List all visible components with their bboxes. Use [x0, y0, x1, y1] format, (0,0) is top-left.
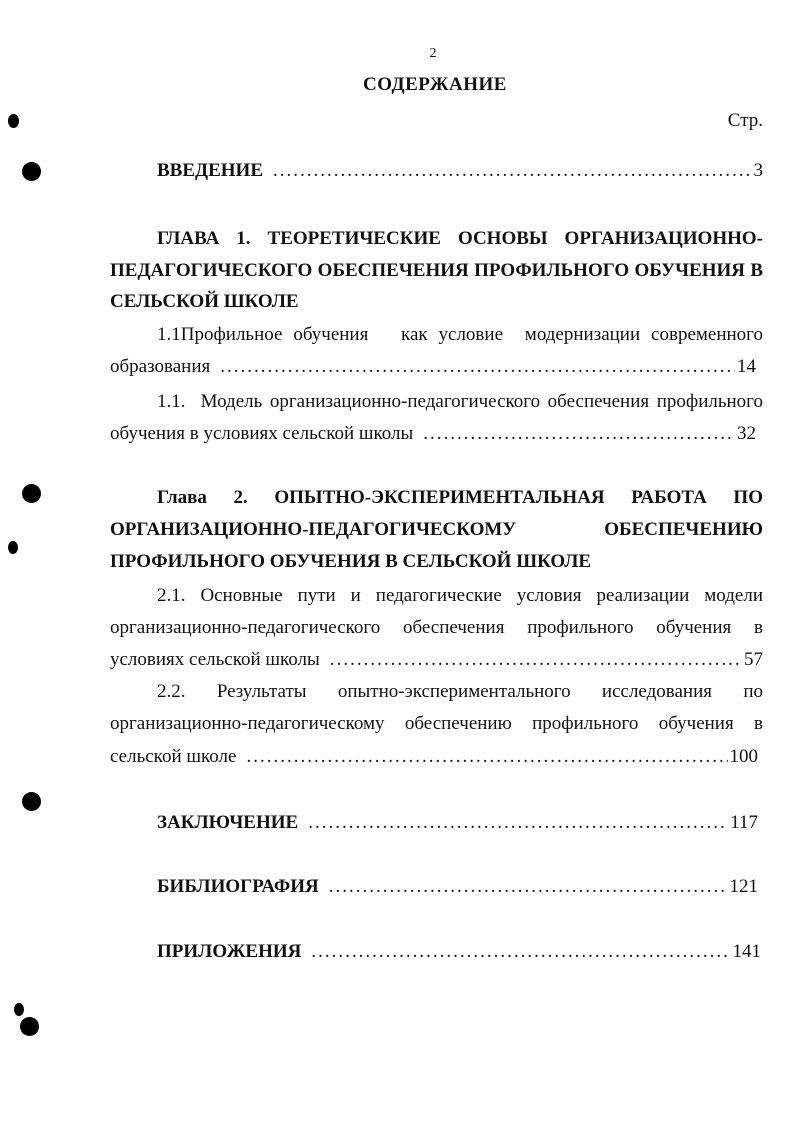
section-1-1-line1: 1.1Профильное обучения как условие модернизации современного: [157, 324, 763, 345]
chapter1-heading-line1: ГЛАВА 1. ТЕОРЕТИЧЕСКИЕ ОСНОВЫ ОРГАНИЗАЦИОННО-: [157, 228, 763, 249]
binder-hole-mark: [22, 484, 41, 503]
toc-entry-intro: [157, 160, 763, 182]
section-1-2-line1: 1.1. Модель организационно-педагогического обеспечения профильного: [157, 391, 763, 412]
toc-entry-label: БИБЛИОГРАФИЯ: [157, 876, 319, 897]
toc-entry-label: условиях сельской школы: [110, 649, 320, 670]
section-2-2-line1: 2.2. Результаты опытно-экспериментального исследования по: [157, 681, 763, 702]
toc-entry-section-1-2: [110, 423, 756, 445]
toc-entry-section-2-2: [110, 746, 758, 768]
binder-hole-mark: [8, 114, 19, 128]
toc-entry-page: 117: [730, 812, 758, 833]
toc-entry-label: ЗАКЛЮЧЕНИЕ: [157, 812, 299, 833]
toc-entry-label: сельской школе: [110, 746, 237, 767]
toc-entry-page: 32: [737, 423, 756, 444]
toc-entry-page: 3: [753, 160, 763, 181]
toc-entry-page: 57: [744, 649, 763, 670]
toc-leader-dots: [423, 423, 735, 445]
chapter1-heading-line2: ПЕДАГОГИЧЕСКОГО ОБЕСПЕЧЕНИЯ ПРОФИЛЬНОГО ОБУЧЕНИЯ В: [110, 260, 763, 281]
chapter1-heading-line3: СЕЛЬСКОЙ ШКОЛЕ: [110, 291, 299, 312]
toc-leader-dots: [273, 160, 752, 182]
toc-leader-dots: [220, 356, 735, 378]
toc-leader-dots: [329, 876, 728, 898]
binder-hole-mark: [14, 1003, 24, 1016]
page-title: СОДЕРЖАНИЕ: [363, 74, 507, 95]
section-2-1-line2: организационно-педагогического обеспечения профильного обучения в: [110, 617, 763, 638]
toc-entry-page: 141: [732, 941, 761, 962]
toc-leader-dots: [330, 649, 742, 671]
toc-entry-label: ВВЕДЕНИЕ: [157, 160, 263, 181]
toc-entry-section-2-1: [110, 649, 763, 671]
toc-leader-dots: [246, 746, 727, 768]
toc-entry-bibliography: [157, 876, 758, 898]
binder-hole-mark: [20, 1017, 39, 1036]
page-column-label: Стр.: [727, 110, 763, 131]
toc-entry-label: ПРИЛОЖЕНИЯ: [157, 941, 302, 962]
chapter2-heading-line1: Глава 2. ОПЫТНО-ЭКСПЕРИМЕНТАЛЬНАЯ РАБОТА ПО: [157, 487, 763, 508]
toc-entry-section-1-1: [110, 356, 756, 378]
toc-entry-page: 14: [737, 356, 756, 377]
toc-leader-dots: [308, 812, 728, 834]
binder-hole-mark: [22, 792, 41, 811]
toc-entry-page: 100: [729, 746, 758, 767]
chapter2-heading-line2: ОРГАНИЗАЦИОННО-ПЕДАГОГИЧЕСКОМУ ОБЕСПЕЧЕНИЮ: [110, 519, 763, 540]
toc-entry-label: образования: [110, 356, 211, 377]
page-number: 2: [429, 46, 437, 61]
toc-entry-appendices: [157, 941, 761, 963]
toc-entry-label: обучения в условиях сельской школы: [110, 423, 414, 444]
section-2-2-line2: организационно-педагогическому обеспечению профильного обучения в: [110, 713, 763, 734]
toc-entry-page: 121: [729, 876, 758, 897]
binder-hole-mark: [8, 541, 18, 554]
toc-entry-conclusion: [157, 812, 758, 834]
binder-hole-mark: [22, 162, 41, 181]
toc-leader-dots: [311, 941, 730, 963]
chapter2-heading-line3: ПРОФИЛЬНОГО ОБУЧЕНИЯ В СЕЛЬСКОЙ ШКОЛЕ: [110, 551, 592, 572]
section-2-1-line1: 2.1. Основные пути и педагогические условия реализации модели: [157, 585, 763, 606]
